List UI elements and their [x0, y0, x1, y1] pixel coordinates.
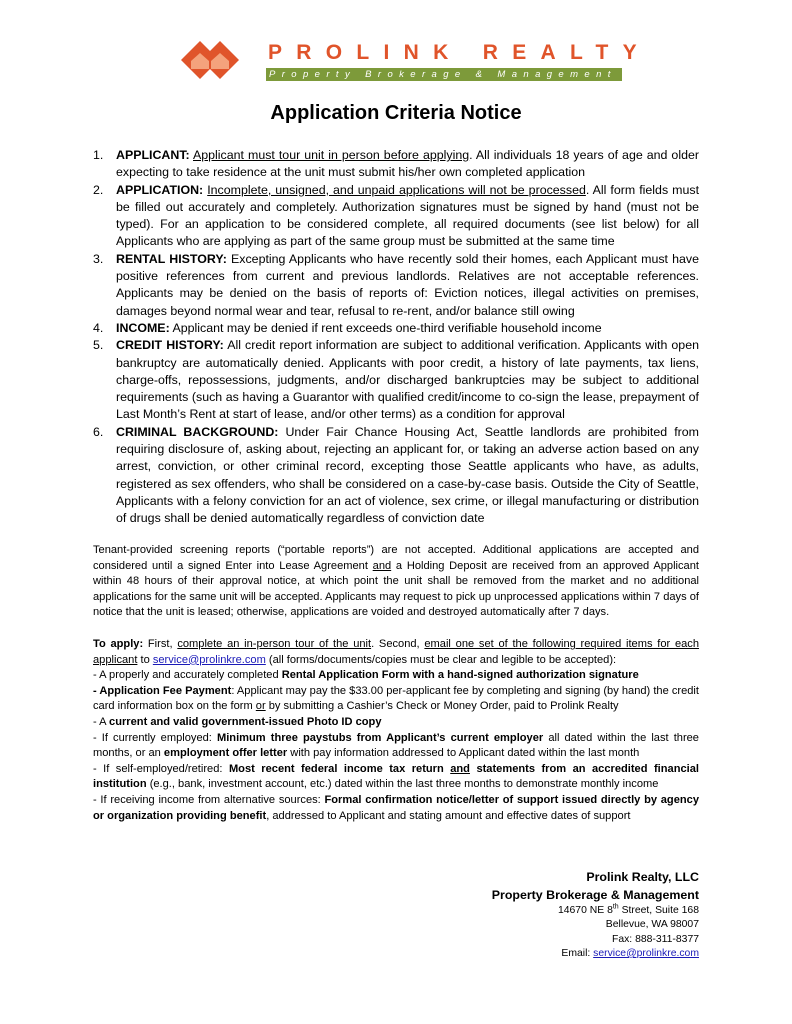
- address-sup: th: [612, 903, 619, 911]
- prolink-logo-icon: [181, 41, 239, 79]
- req-text: all dated within the last three months, or an: [93, 731, 699, 760]
- req-text: - If self-employed/retired:: [93, 762, 229, 775]
- apply-text: (all forms/documents/copies must be clear and legible to be accepted):: [265, 653, 617, 666]
- item-text: Applicant may be denied if rent exceeds one-third verifiable household income: [172, 320, 602, 335]
- req-text: - A: [93, 715, 110, 728]
- req-bold: Most recent federal income tax return: [228, 762, 444, 775]
- apply-text: First,: [143, 638, 178, 650]
- address-text: 14670 NE 8: [557, 905, 613, 916]
- brand-name: PROLINK REALTY: [268, 41, 651, 64]
- item-heading: CREDIT HISTORY:: [116, 338, 224, 353]
- item-text: Under Fair Chance Housing Act, Seattle landlords are prohibited from requiring disclosure of, asking about, rejecting an applicant for, or taking an adverse action based on any arrest, conviction, or other criminal record, excepting those Seattle applicants who have, as adults, registered as sex offenders, who shall be considered on a case-by-case basis. Outside the City of Seattle, Applicants with a felony conviction for an act of violence, sex crime, or illegal manufacturing or distribution of drugs shall be denied automatically regardless of conviction date: [116, 424, 699, 526]
- requirement-employment: [93, 731, 699, 762]
- item-text: . All individuals 18 years of age and older expecting to take residence at the unit must submit his/her own completed application: [116, 148, 699, 180]
- req-bold: current and valid government-issued Photo ID copy: [109, 715, 382, 728]
- requirement-application-form: [93, 668, 699, 684]
- brand-tagline: Property Brokerage & Management: [266, 68, 622, 81]
- req-text: : Applicant may pay the $33.00 per-applicant fee by completing and signing (by hand) the credit card information box on the form: [93, 684, 699, 713]
- apply-tour: complete an in-person tour of the unit: [177, 638, 372, 650]
- req-bold: employment offer letter: [163, 747, 288, 760]
- req-bold: statements from an accredited financial institution: [93, 762, 699, 791]
- item-text: . All form fields must be filled out accurately and completely. Authorization signatures must be signed by hand (must not be typed). For an application to be considered complete, all required documents (see list below) for all Applicants who are applying as part of the same group must be submitted at the same time: [116, 182, 700, 249]
- req-text: with pay information addressed to Applicant dated within the last month: [287, 747, 640, 760]
- company-division: Property Brokerage & Management: [491, 887, 699, 902]
- item-number: 3.: [93, 251, 104, 266]
- req-bold: - Application Fee Payment: [93, 684, 232, 697]
- item-text: All credit report information are subject to additional verification. Applicants with open bankruptcy are automatically denied. Applicants with poor credit, a history of late payments, tax liens, charge-offs, repossessions, judgments, and/or discharged bankruptcies may be subject to additional requirements (such as having a Guarantor with qualified credit/income to co-sign the lease, prepayment of Last Month’s Rent at start of lease, and/or other terms) as a condition for approval: [116, 338, 699, 422]
- req-bold: Minimum three paystubs from Applicant’s current employer: [216, 731, 544, 744]
- requirement-fee-payment: [93, 684, 699, 715]
- address-text: Street, Suite 168: [618, 905, 699, 916]
- apply-email-set: email one set of the following required items for each applicant: [93, 638, 700, 666]
- contact-email: [492, 947, 699, 961]
- req-text: - If receiving income from alternative sources:: [93, 793, 325, 806]
- item-underlined: Applicant must tour unit in person before applying: [193, 148, 470, 162]
- city-state-zip: Bellevue, WA 98007: [605, 919, 699, 931]
- email-label: Email:: [561, 947, 594, 959]
- screening-text: a Holding Deposit are received from an approved Applicant within 48 hours of their approval notice, at which point the unit shall be removed from the market and no additional applications for the same unit will be accepted. Applicants may request to pick up unprocessed applications within 7 days of notice that the unit is leased; otherwise, applications are voided and destroyed automatically after 7 days.: [93, 559, 699, 619]
- apply-section: [93, 637, 699, 824]
- item-heading: INCOME:: [116, 320, 170, 335]
- req-underlined: or: [255, 700, 266, 713]
- req-text: - A properly and accurately completed: [93, 669, 282, 682]
- service-email-link[interactable]: service@prolinkre.com: [152, 653, 266, 666]
- item-heading: CRIMINAL BACKGROUND:: [116, 424, 279, 439]
- apply-text: . Second,: [371, 638, 425, 650]
- item-number: 2.: [93, 182, 104, 197]
- screening-and: and: [372, 559, 392, 572]
- apply-label: To apply:: [93, 638, 144, 650]
- page-title: Application Criteria Notice: [270, 102, 522, 124]
- req-text: by submitting a Cashier’s Check or Money Order, paid to Prolink Realty: [265, 700, 619, 713]
- item-number: 1.: [93, 148, 104, 162]
- req-text: (e.g., bank, investment account, etc.) dated within the last three months to demonstrate monthly income: [146, 778, 659, 791]
- apply-text: to: [137, 653, 153, 666]
- company-name: Prolink Realty, LLC: [586, 870, 699, 884]
- item-heading: APPLICATION:: [116, 182, 204, 197]
- signature-block: [492, 869, 699, 961]
- item-text: Excepting Applicants who have recently sold their homes, each Applicant must have positive references from current and previous landlords. Relatives are not acceptable references. Applicants may be denied on the basis of reports of: Eviction notices, illegal activities on premises, damages beyond normal wear and tear, refusal to re-rent, and/or balance still owing: [116, 251, 700, 318]
- screening-text: Tenant-provided screening reports (“portable reports”) are not accepted. Additional applications are accepted and considered until a signed Enter into Lease Agreement: [93, 544, 699, 572]
- item-underlined: Incomplete, unsigned, and unpaid applications will not be processed: [207, 182, 586, 197]
- req-text: - If currently employed:: [93, 731, 217, 744]
- street-address: [492, 904, 699, 918]
- criteria-item-credit-history: [93, 337, 699, 423]
- req-bold: Rental Application Form with a hand-signed authorization signature: [281, 669, 639, 682]
- requirement-photo-id: [93, 715, 699, 731]
- criteria-item-income: [93, 320, 699, 337]
- item-number: 5.: [93, 338, 104, 353]
- item-number: 6.: [93, 424, 104, 439]
- criteria-item-rental-history: [93, 251, 699, 320]
- req-text: , addressed to Applicant and stating amount and effective dates of support: [266, 809, 631, 822]
- item-heading: APPLICANT:: [116, 148, 190, 162]
- criteria-item-criminal-background: [93, 424, 699, 528]
- criteria-item-applicant: [93, 147, 699, 182]
- fax-number: Fax: 888-311-8377: [611, 933, 699, 945]
- criteria-item-application: [93, 182, 699, 251]
- criteria-list: [93, 147, 699, 528]
- apply-intro: [93, 637, 699, 668]
- item-number: 4.: [93, 320, 104, 335]
- requirement-alternative-income: [93, 793, 699, 824]
- item-heading: RENTAL HISTORY:: [116, 251, 227, 266]
- requirement-self-employed: [93, 762, 699, 793]
- contact-email-link[interactable]: service@prolinkre.com: [593, 947, 699, 959]
- screening-paragraph: [93, 543, 699, 621]
- req-underlined: and: [450, 762, 470, 775]
- req-bold: Formal confirmation notice/letter of support issued directly by agency or organization providing benefit: [93, 793, 699, 822]
